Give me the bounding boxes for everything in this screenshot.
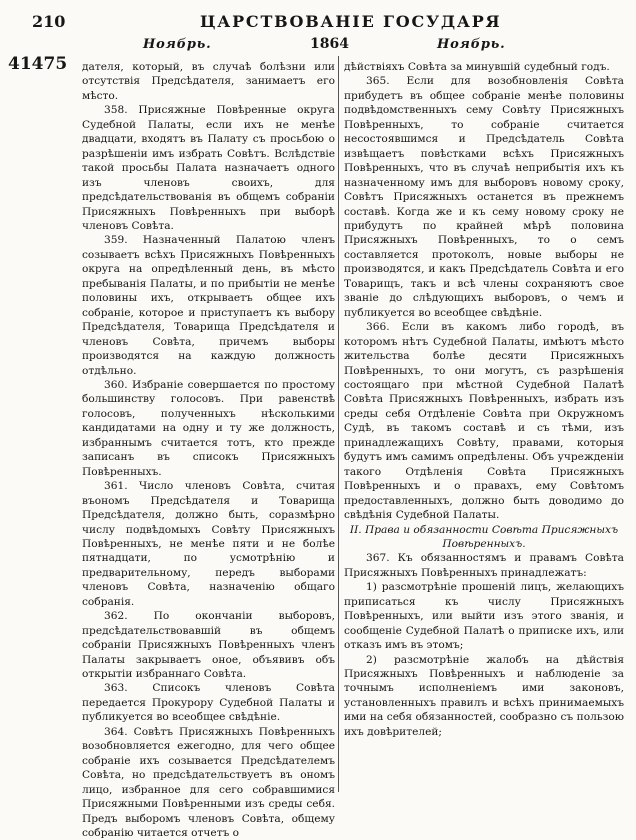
header-year: 1864 — [310, 36, 349, 52]
header-month-right: Ноябрь. — [437, 37, 506, 52]
article-360: 360. Избраніе совершается по простому большинству голосовъ. При равенствѣ голосовъ, полученныхъ нѣсколькими кандидатами на одну и ту же должность, избраннымъ считается тотъ, кто прежде записанъ въ списокъ Присяжныхъ Повѣренныхъ. — [82, 378, 335, 478]
article-358: 358. Присяжные Повѣренные округа Судебной Палаты, если ихъ не менѣе двадцати, входятъ въ Палату съ просьбою о разрѣшеніи имъ избрать Совѣтъ. Вслѣдствіе такой просьбы Палата назначаетъ одного изъ членовъ своихъ, для предсѣдательствованія въ общемъ собраніи Присяжныхъ Повѣренныхъ при выборѣ членовъ Совѣта. — [82, 104, 335, 232]
article-364: 364. Совѣтъ Присяжныхъ Повѣренныхъ возобновляется ежегодно, для чего общее собраніе ихъ созывается Предсѣдателемъ Совѣта, но предсѣдательствуетъ въ ономъ лицо, избранное для сего собравшимися Присяжными Повѣренными изъ среды себя. Предъ выборомъ членовъ Совѣта, общему собранію читается отчетъ о — [82, 725, 335, 840]
paragraph-continuation: дѣйствіяхъ Совѣта за минувшій судебный годъ. — [344, 61, 610, 73]
article-362: 362. По окончаніи выборовъ, предсѣдательствовавшій въ общемъ собраніи Присяжныхъ Повѣренныхъ членъ Палаты закрываетъ оное, объявивъ объ открытіи избраннаго Совѣта. — [82, 610, 335, 681]
section-heading: II. Права и обязанности Совѣта Присяжныхъ Повѣренныхъ. — [349, 523, 619, 550]
article-367: 367. Къ обязанностямъ и правамъ Совѣта Присяжныхъ Повѣренныхъ принадлежатъ: — [344, 552, 624, 579]
marginal-law-number: 41475 — [8, 54, 68, 74]
article-365: 365. Если для возобновленія Совѣта прибудетъ въ общее собраніе менѣе половины подвѣдомственныхъ сему Совѣту Присяжныхъ Повѣренныхъ, то собраніе считается несостоявшимся и Предсѣдатель Совѣта извѣщаетъ повѣстками всѣхъ Присяжныхъ Повѣренныхъ, что въ случаѣ неприбытія ихъ къ назначенному имъ для выборовъ новому сроку, Совѣтъ Присяжныхъ останется въ прежнемъ составѣ. Когда же и къ сему новому сроку не прибудутъ по крайней мѣрѣ половина Присяжныхъ Повѣренныхъ, то о семъ составляется протоколъ, новые выборы не производятся, и какъ Предсѣдатель Совѣта и его Товарищъ, такъ и всѣ члены сохраняютъ свое званіе до слѣдующихъ выборовъ, о чемъ и публикуется во всеобщее свѣдѣніе. — [344, 75, 624, 319]
article-366: 366. Если въ какомъ либо городѣ, въ которомъ нѣтъ Судебной Палаты, имѣютъ мѣсто жительства болѣе десяти Присяжныхъ Повѣренныхъ, то они могутъ, съ разрѣшенія состоящаго при мѣстной Судебной Палатѣ Совѣта Присяжныхъ Повѣренныхъ, избрать изъ среды себя Отдѣленіе Совѣта при Окружномъ Судѣ, въ такомъ составѣ и съ тѣми, изъ принадлежащихъ Совѣту, правами, которыя будутъ имъ самимъ опредѣлены. Объ учрежденіи такого Отдѣленія Совѣта Присяжныхъ Повѣренныхъ и о правахъ, ему Совѣтомъ предоставленныхъ, должно быть доводимо до свѣдѣнія Судебной Палаты. — [344, 321, 624, 522]
article-361: 361. Число членовъ Совѣта, считая въономъ Предсѣдателя и Товарища Предсѣдателя, должно быть, соразмѣрно числу подвѣдомыхъ Совѣту Присяжныхъ Повѣренныхъ, не менѣе пяти и не болѣе пятнадцати, по усмотрѣнію и предварительному, передъ выборами членовъ Совѣта, назначенію общаго собранія. — [82, 480, 335, 608]
left-column — [82, 60, 335, 840]
list-item: 1) разсмотрѣніе прошеній лицъ, желающихъ приписаться къ числу Присяжныхъ Повѣренныхъ, или выйти изъ этого званія, и сообщеніе Судебной Палатѣ о приписке ихъ, или отказъ имъ въ этомъ; — [344, 581, 624, 652]
paragraph-continuation: дателя, который, въ случаѣ болѣзни или отсутствія Предсѣдателя, занимаетъ его мѣсто. — [82, 61, 335, 102]
article-359: 359. Назначенный Палатою членъ созываетъ всѣхъ Присяжныхъ Повѣренныхъ округа на опредѣленный день, въ мѣсто пребыванія Палаты, и по прибытіи не менѣе половины ихъ, открываетъ общее ихъ собраніе, которое и приступаетъ къ выбору Предсѣдателя, Товарища Предсѣдателя и членовъ Совѣта, причемъ выборы производятся на каждую должность отдѣльно. — [82, 234, 335, 377]
header-month-left: Ноябрь. — [143, 37, 212, 52]
column-divider — [338, 56, 339, 792]
running-title: ЦАРСТВОВАНІЕ ГОСУДАРЯ — [200, 12, 502, 31]
right-column — [344, 60, 624, 796]
article-363: 363. Списокъ членовъ Совѣта передается Прокурору Судебной Палаты и публикуется во всеобщее свѣдѣніе. — [82, 682, 335, 724]
list-item: 2) разсмотрѣніе жалобъ на дѣйствія Присяжныхъ Повѣренныхъ и наблюденіе за точнымъ исполненіемъ ими законовъ, установленныхъ правилъ и всѣхъ принимаемыхъ ими на себя обязанностей, сообразно съ пользою ихъ довѣрителей; — [344, 653, 624, 738]
page-number: 210 — [32, 12, 66, 31]
